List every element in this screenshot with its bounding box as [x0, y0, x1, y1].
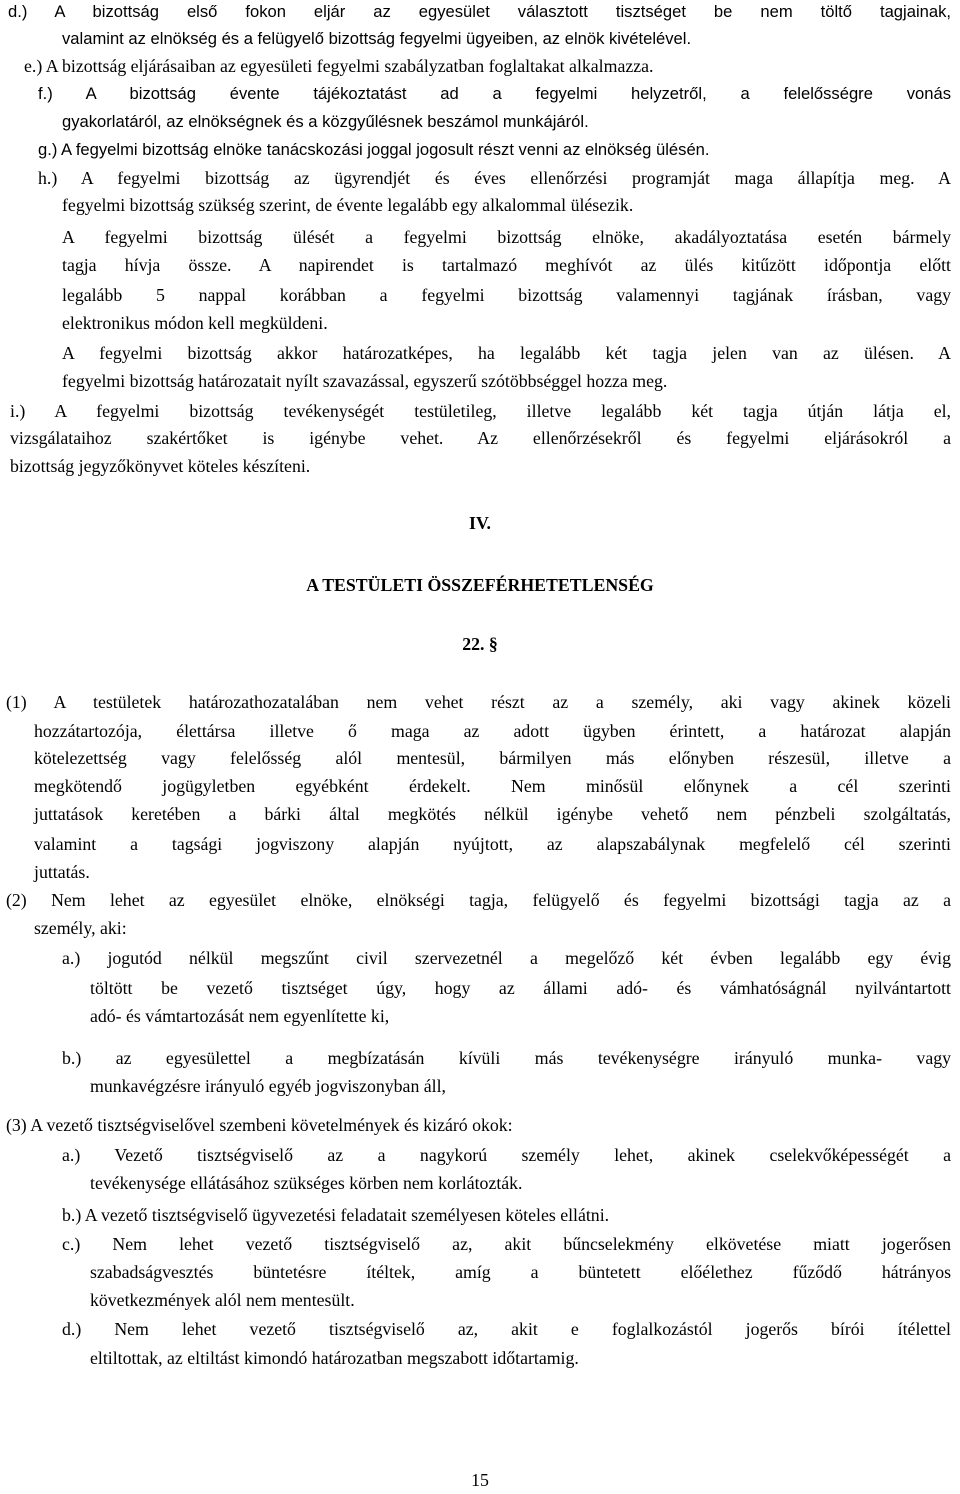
item-h-line-5: legalább 5 nappal korábban a fegyelmi bizottság valamennyi tagjának írásban, vagy — [62, 285, 951, 305]
section-heading — [0, 636, 960, 654]
item-h-line-7: A fegyelmi bizottság akkor határozatképes, ha legalább két tagja jelen van az ülésen. A — [62, 343, 951, 363]
item-h-line-8: fegyelmi bizottság határozatait nyílt szavazással, egyszerű szótöbbséggel hozza meg. — [62, 371, 668, 391]
section-number: 22. — [462, 634, 485, 654]
item-h-line-1: h.) A fegyelmi bizottság az ügyrendjét és éves ellenőrzési programját maga állapítja meg. A — [38, 168, 951, 188]
p3-line-1: (3) A vezető tisztségviselővel szembeni követelmények és kizáró okok: — [6, 1115, 513, 1135]
section-sign: § — [488, 634, 498, 654]
item-h-line-6: elektronikus módon kell megküldeni. — [62, 313, 328, 333]
item-i-line-1: i.) A fegyelmi bizottság tevékenységét testületileg, illetve legalább két tagja útján látja el, — [10, 401, 951, 421]
p2-b-line-2: munkavégzésre irányuló egyéb jogviszonyban áll, — [90, 1076, 447, 1096]
p2-a-line-2: töltött be vezető tisztséget úgy, hogy az állami adó- és vámhatóságnál nyilvántartott — [90, 978, 951, 998]
p1-line-2: hozzátartozója, élettársa illetve ő maga az adott ügyben érintett, a határozat alapján — [34, 721, 951, 741]
p1-line-4: megkötendő jogügyletben egyébként érdekelt. Nem minősül előnynek a cél szerinti — [34, 776, 951, 796]
item-h-line-3: A fegyelmi bizottság ülését a fegyelmi bizottság elnöke, akadályoztatása esetén bármely — [62, 227, 951, 247]
p2-a-line-3: adó- és vámtartozását nem egyenlítette ki, — [90, 1006, 390, 1026]
p1-line-6: valamint a tagsági jogviszony alapján nyújtott, az alapszabálynak megfelelő cél szerinti — [34, 834, 951, 854]
item-e-line-1: e.) A bizottság eljárásaiban az egyesületi fegyelmi szabályzatban foglaltakat alkalmazza. — [24, 56, 654, 76]
p3-b-line-1: b.) A vezető tisztségviselő ügyvezetési feladatait személyesen köteles ellátni. — [62, 1205, 610, 1225]
item-h-line-4: tagja hívja össze. A napirendet is tartalmazó meghívót az ülés kitűzött időpontja előtt — [62, 255, 951, 275]
chapter-title: A TESTÜLETI ÖSSZEFÉRHETETLENSÉG — [306, 575, 654, 595]
item-d-line-2: valamint az elnökség és a felügyelő bizottság fegyelmi ügyeiben, az elnök kivételével. — [62, 29, 692, 48]
p1-line-5: juttatások keretében a bárki által megkötés nélkül igénybe vehető nem pénzbeli szolgáltatás, — [34, 804, 951, 824]
item-h-line-2: fegyelmi bizottság szükség szerint, de évente legalább egy alkalommal ülésezik. — [62, 195, 634, 215]
p2-line-2: személy, aki: — [34, 918, 127, 938]
item-i-line-2: vizsgálataihoz szakértőket is igénybe vehet. Az ellenőrzésekről és fegyelmi eljárásokról a — [10, 428, 951, 448]
item-g-line-1: g.) A fegyelmi bizottság elnöke tanácskozási joggal jogosult részt venni az elnökség ülésén. — [38, 140, 710, 159]
p1-line-1: (1) A testületek határozathozatalában nem vehet részt az a személy, aki vagy akinek közeli — [6, 692, 951, 712]
page-number: 15 — [471, 1470, 489, 1490]
p2-a-line-1: a.) jogutód nélkül megszűnt civil szervezetnél a megelőző két évben legalább egy évig — [62, 948, 951, 968]
p2-line-1: (2) Nem lehet az egyesület elnöke, elnökségi tagja, felügyelő és fegyelmi bizottsági tagja az a — [6, 890, 951, 910]
p3-c-line-1: c.) Nem lehet vezető tisztségviselő az, akit bűncselekmény elkövetése miatt jogerősen — [62, 1234, 951, 1254]
p1-line-7: juttatás. — [34, 862, 90, 882]
p2-b-line-1: b.) az egyesülettel a megbízatásán kívüli más tevékenységre irányuló munka- vagy — [62, 1048, 951, 1068]
p3-d-line-2: eltiltottak, az eltiltást kimondó határozatban megszabott időtartamig. — [90, 1348, 579, 1368]
chapter-number: IV. — [469, 513, 491, 533]
p3-a-line-2: tevékenysége ellátásához szükséges körben nem korlátozták. — [90, 1173, 523, 1193]
p3-c-line-2: szabadságvesztés büntetésre ítéltek, amíg a büntetett előélethez fűződő hátrányos — [90, 1262, 951, 1282]
p1-line-3: kötelezettség vagy felelősség alól mentesül, bármilyen más előnyben részesül, illetve a — [34, 748, 951, 768]
p3-a-line-1: a.) Vezető tisztségviselő az a nagykorú személy lehet, akinek cselekvőképességét a — [62, 1145, 951, 1165]
item-f-line-1: f.) A bizottság évente tájékoztatást ad a fegyelmi helyzetről, a felelősségre vonás — [38, 84, 951, 103]
item-i-line-3: bizottság jegyzőkönyvet köteles készíteni. — [10, 456, 311, 476]
p3-d-line-1: d.) Nem lehet vezető tisztségviselő az, akit e foglalkozástól jogerős bírói ítélettel — [62, 1319, 951, 1339]
item-f-line-2: gyakorlatáról, az elnökségnek és a közgyűlésnek beszámol munkájáról. — [62, 112, 589, 131]
item-d-line-1: d.) A bizottság első fokon eljár az egyesület választott tisztséget be nem töltő tagjainak, — [8, 2, 951, 21]
p3-c-line-3: következmények alól nem mentesült. — [90, 1290, 355, 1310]
